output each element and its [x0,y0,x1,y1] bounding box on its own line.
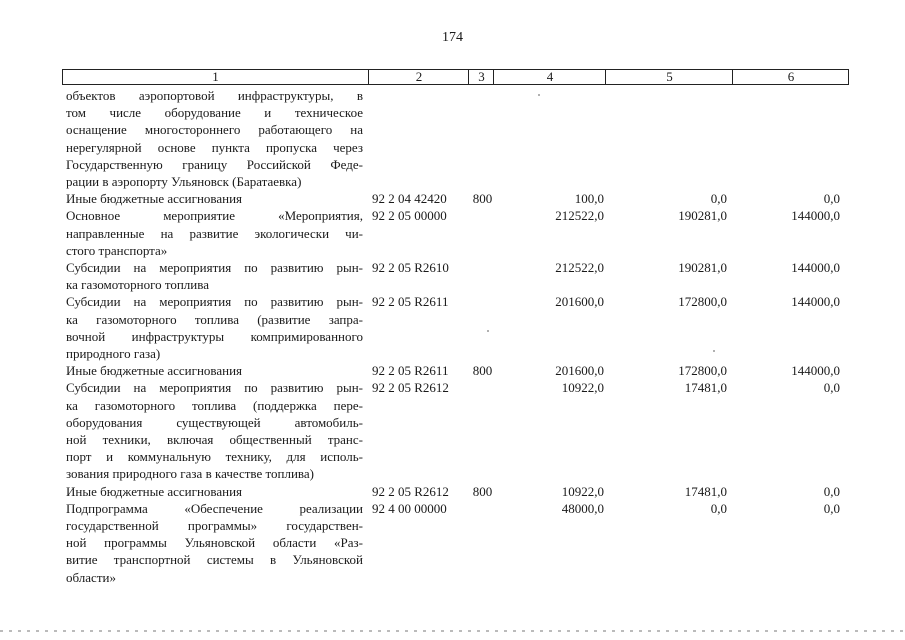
description-line: витие транспортной системы в Ульяновской [66,552,363,568]
row-value-col4: 100,0 [574,191,604,207]
description-line: Иные бюджетные ассигнования [66,363,243,379]
page-number: 174 [442,30,463,45]
description-line: ной техники, включая общественный транс- [66,432,363,447]
description-line: Подпрограмма «Обеспечение реализации [66,500,363,516]
header-col-2: 2 [368,70,469,84]
header-col-5: 5 [605,70,733,84]
description-line: объектов аэропортовой инфраструктуры, в [66,88,363,103]
row-description [66,362,363,379]
description-line: стого транспорта» [66,242,168,258]
scan-speck [538,94,540,96]
header-col-4: 4 [493,70,606,84]
row-value-col5: 0,0 [710,191,727,207]
row-code: 92 2 04 42420 [372,191,447,207]
row-code: 92 2 05 R2610 [372,260,449,275]
description-line: направленные на развитие экологически чи- [66,225,363,241]
scan-speck [713,350,715,352]
row-description [66,379,363,482]
table-header [62,69,849,85]
description-line: вочной инфраструктуры компримированного [66,328,363,344]
description-line: оснащение многостороннего работающего на [66,122,363,138]
description-line: Иные бюджетные ассигнования [66,191,243,207]
row-description [66,483,363,500]
row-description [66,190,363,207]
row-value-col5: 17481,0 [684,380,727,396]
description-line: Иные бюджетные ассигнования [66,483,243,499]
row-value-col4: 212522,0 [555,208,604,224]
row-code: 92 2 05 R2612 [372,380,449,396]
header-col-6: 6 [732,70,849,84]
row-value-col5: 0,0 [710,500,727,516]
row-value-col6: 144000,0 [791,208,840,224]
header-col-3: 3 [468,70,494,84]
row-value-col4: 212522,0 [555,260,604,275]
scan-speck [487,330,489,332]
header-col-1: 1 [212,69,219,84]
row-value-col5: 190281,0 [678,208,727,224]
row-code: 92 2 05 R2611 [372,294,449,310]
description-line: ка газомоторного топлива [66,277,209,293]
description-line: зования природного газа в качестве топлива) [66,466,314,482]
description-line: порт и коммунальную технику, для исполь- [66,449,363,465]
row-expense-type: 800 [472,363,493,379]
row-code: 92 2 05 R2612 [372,483,449,499]
row-value-col5: 172800,0 [678,363,727,379]
description-line: оборудования существующей автомобиль- [66,414,363,430]
description-line: Субсидии на мероприятия по развитию рын- [66,294,363,310]
row-value-col5: 172800,0 [678,294,727,310]
row-value-col4: 201600,0 [555,363,604,379]
row-value-col6: 0,0 [823,483,840,499]
description-line: том числе оборудование и техническое [66,105,363,121]
description-line: нерегулярной основе пункта пропуска через [66,139,363,155]
row-value-col6: 144000,0 [791,260,840,275]
row-value-col4: 201600,0 [555,294,604,310]
description-line: ка газомоторного топлива (поддержка пере- [66,397,363,413]
description-line: ка газомоторного топлива (развитие запра- [66,311,363,327]
row-value-col5: 190281,0 [678,260,727,275]
row-value-col5: 17481,0 [684,483,727,499]
description-line: Государственную границу Российской Феде- [66,156,363,172]
row-description [66,259,363,293]
description-line: Основное мероприятие «Мероприятия, [66,208,363,224]
row-expense-type: 800 [472,191,493,207]
description-line: рации в аэропорту Ульяновск (Баратаевка) [66,174,302,190]
row-code: 92 2 05 00000 [372,208,447,224]
row-description [66,87,363,190]
row-value-col4: 10922,0 [561,380,604,396]
row-description [66,207,363,259]
description-line: области» [66,569,116,585]
scan-edge-artifact [0,630,905,632]
row-code: 92 2 05 R2611 [372,363,449,379]
row-value-col6: 144000,0 [791,294,840,310]
row-value-col6: 0,0 [823,191,840,207]
row-value-col6: 0,0 [823,500,840,516]
row-description [66,500,363,586]
row-value-col4: 48000,0 [561,500,604,516]
row-value-col6: 0,0 [823,380,840,396]
row-expense-type: 800 [472,483,493,499]
description-line: Субсидии на мероприятия по развитию рын- [66,380,363,396]
description-line: Субсидии на мероприятия по развитию рын- [66,260,363,275]
row-code: 92 4 00 00000 [372,500,447,516]
row-value-col6: 144000,0 [791,363,840,379]
row-value-col4: 10922,0 [561,483,604,499]
description-line: ной программы Ульяновской области «Раз- [66,535,363,551]
row-description [66,293,363,362]
description-line: государственной программы» государствен- [66,518,363,533]
description-line: природного газа) [66,346,161,361]
